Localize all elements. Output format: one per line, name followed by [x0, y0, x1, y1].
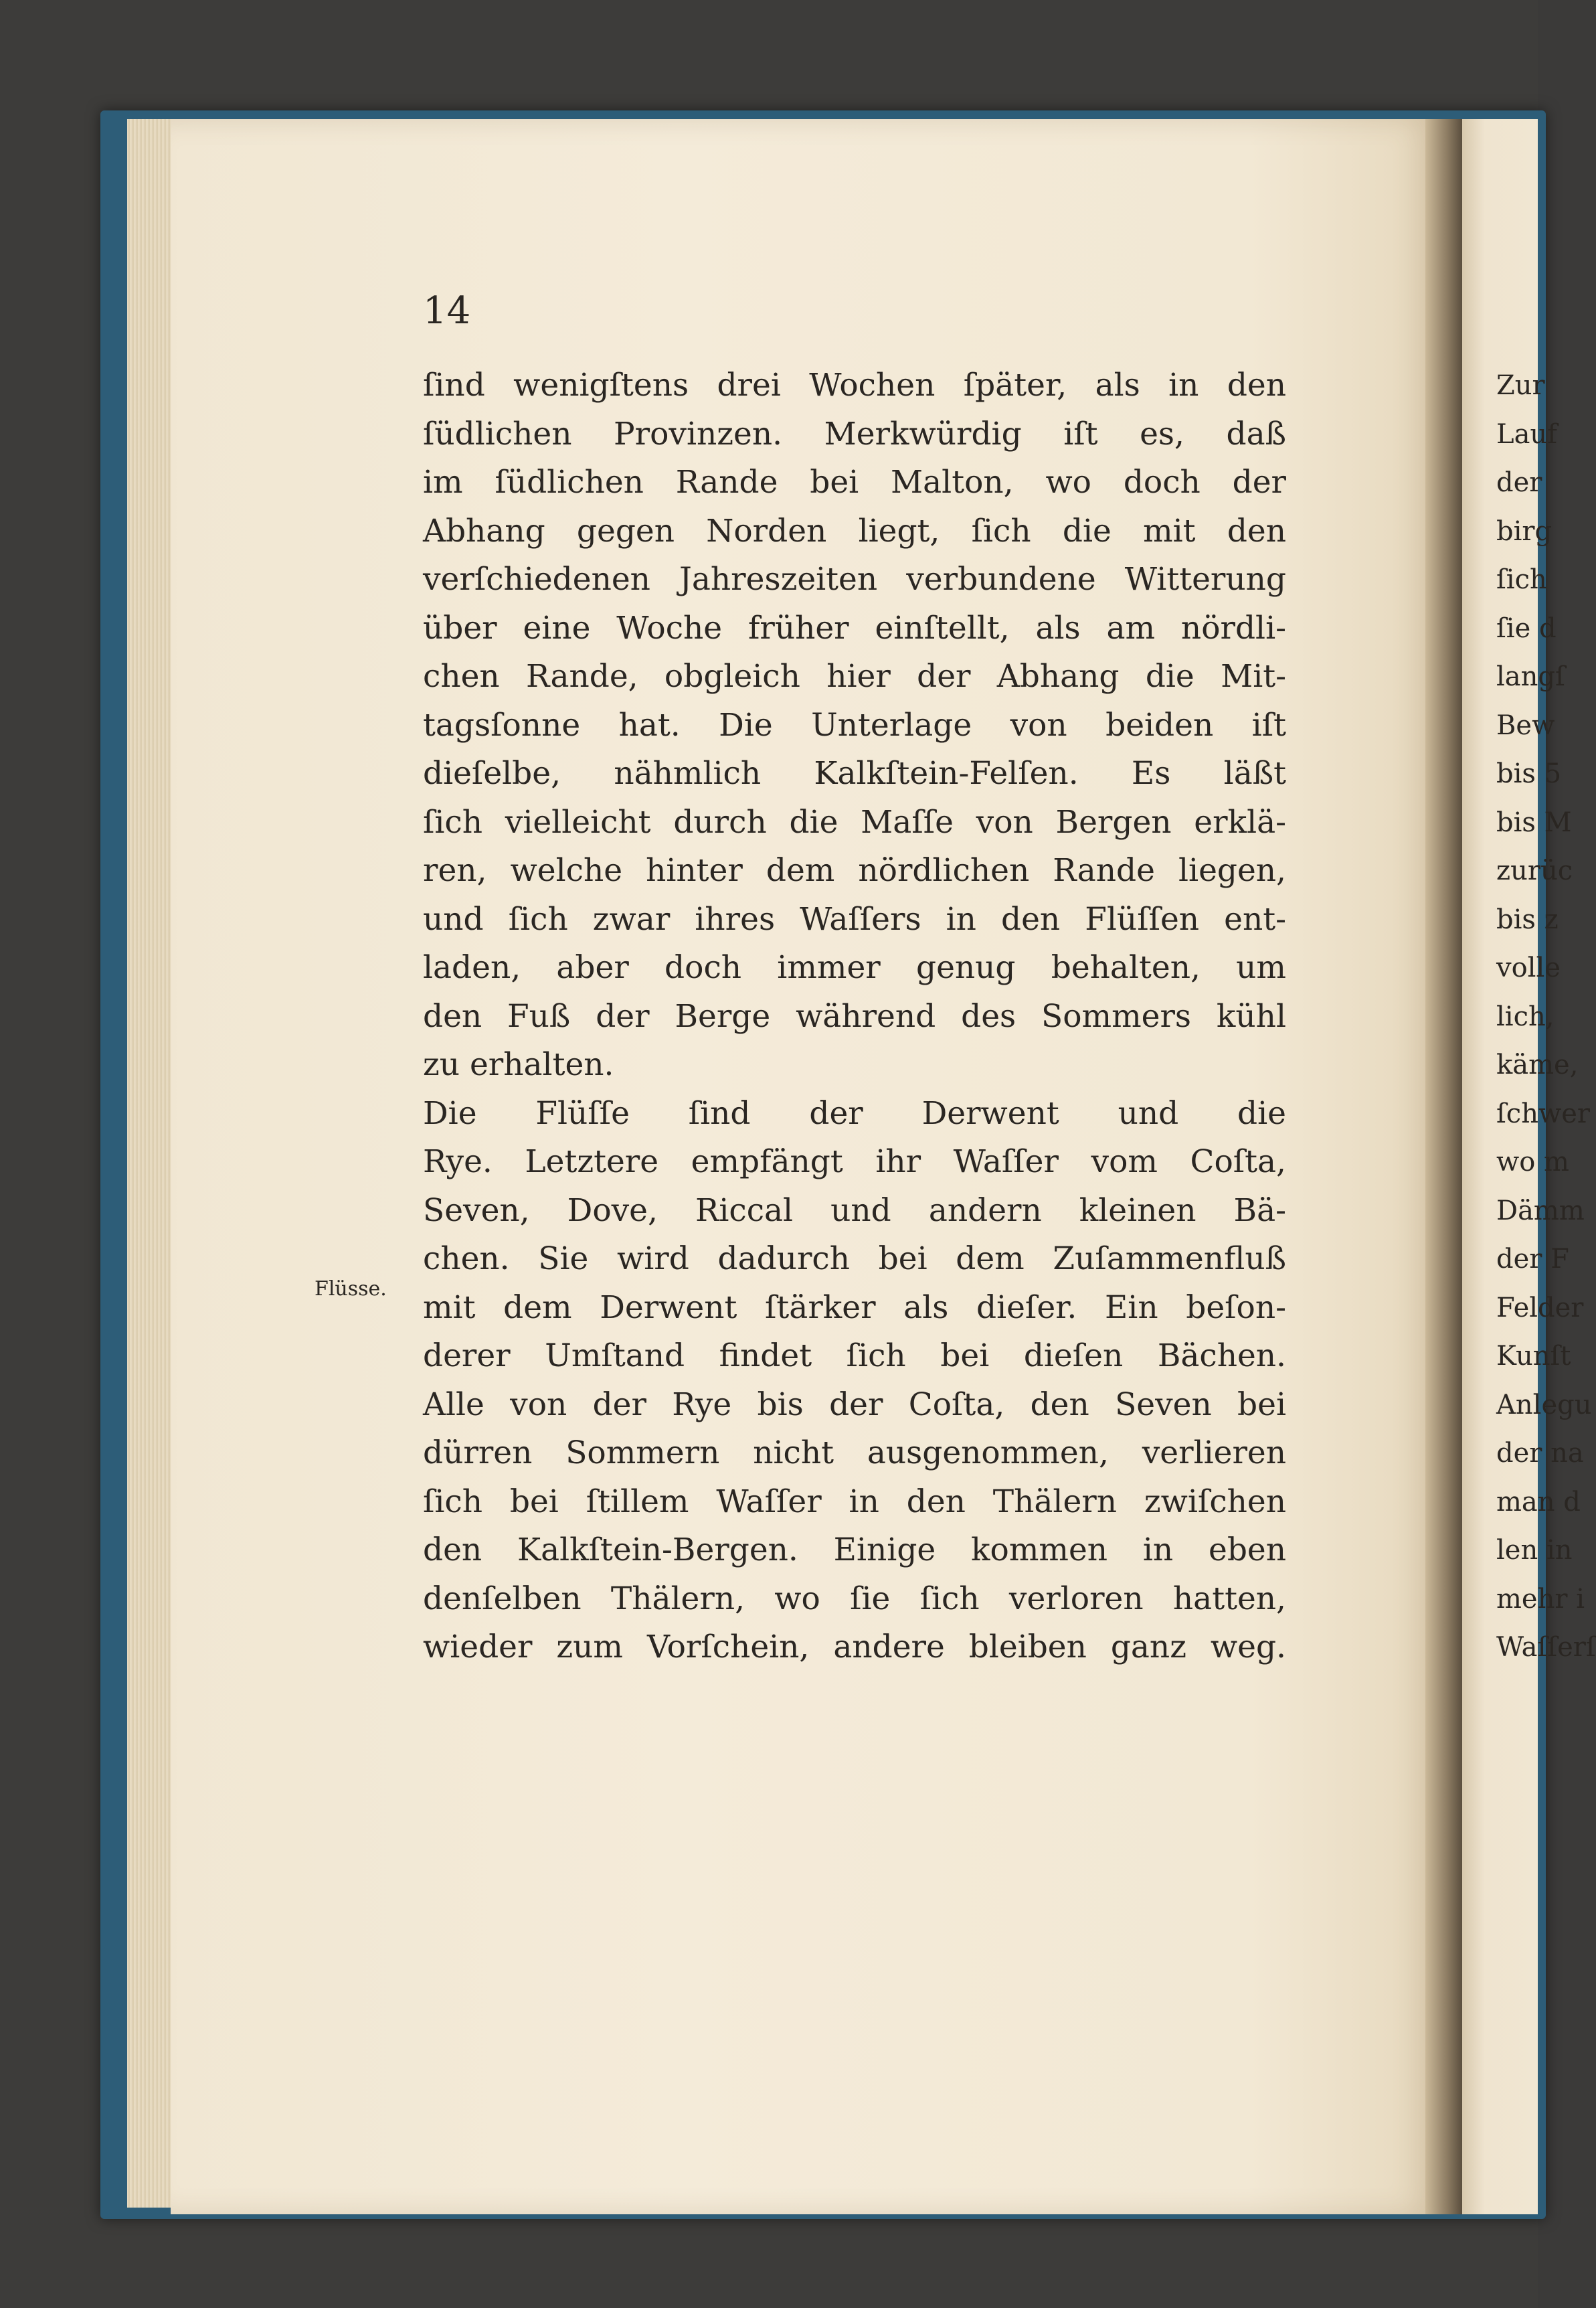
facing-fragment: langſ — [1496, 661, 1565, 692]
facing-fragment: volle — [1496, 953, 1561, 983]
facing-fragment: ſie d — [1496, 612, 1557, 644]
facing-fragment: bis z — [1496, 904, 1559, 935]
text-line: Rye. Letztere empfängt ihr Waſſer vom Coſta, — [423, 1143, 1286, 1180]
facing-fragment: man d — [1496, 1486, 1581, 1517]
text-line: ſüdlichen Provinzen. Merkwürdig iſt es, daß — [423, 415, 1286, 452]
facing-fragment: wo m — [1496, 1147, 1569, 1177]
body-text — [423, 361, 1286, 1672]
text-line: chen Rande, obgleich hier der Abhang die Mit- — [423, 658, 1286, 695]
text-line: dieſelbe, nähmlich Kalkſtein-Felſen. Es läßt — [423, 755, 1286, 792]
facing-page-text — [1496, 361, 1596, 1672]
facing-fragment: ſchwer — [1496, 1098, 1590, 1129]
text-line: den Kalkſtein-Bergen. Einige kommen in eben — [423, 1532, 1286, 1568]
facing-fragment: Bew — [1496, 710, 1555, 741]
text-line: Alle von der Rye bis der Coſta, den Seven bei — [423, 1386, 1286, 1423]
facing-fragment: bis 5 — [1496, 758, 1562, 789]
text-line: ſich vielleicht durch die Maſſe von Bergen erklä- — [423, 803, 1286, 841]
text-line: zu erhalten. — [423, 1046, 614, 1083]
text-line: dürren Sommern nicht ausgenommen, verlieren — [423, 1434, 1286, 1471]
text-line: Abhang gegen Norden liegt, ſich die mit den — [423, 512, 1286, 550]
facing-fragment: der na — [1496, 1438, 1584, 1469]
facing-fragment: der F — [1496, 1244, 1569, 1274]
facing-fragment: Lauf — [1496, 418, 1557, 450]
facing-fragment: birg — [1496, 515, 1553, 547]
facing-fragment: lich, — [1496, 1001, 1555, 1032]
text-line: chen. Sie wird dadurch bei dem Zuſammenfluß — [423, 1240, 1286, 1277]
facing-fragment: Kunſt — [1496, 1341, 1571, 1372]
facing-fragment: Zur — [1496, 370, 1545, 401]
facing-fragment: Dämm — [1496, 1195, 1585, 1226]
text-line: über eine Woche früher einſtellt, als am nördli- — [423, 609, 1286, 647]
text-line: den Fuß der Berge während des Sommers kühl — [423, 997, 1286, 1035]
facing-fragment: käme, — [1496, 1050, 1579, 1080]
text-line: laden, aber doch immer genug behalten, um — [423, 949, 1286, 986]
facing-fragment: ſich — [1496, 564, 1547, 595]
text-line: und ſich zwar ihres Waſſers in den Flüſſen ent- — [423, 900, 1286, 938]
facing-fragment: der — [1496, 467, 1542, 498]
facing-fragment: Anlegu — [1496, 1389, 1592, 1420]
text-line: im ſüdlichen Rande bei Malton, wo doch der — [423, 464, 1286, 501]
facing-fragment: mehr i — [1496, 1583, 1585, 1615]
text-line: Die Flüſſe ſind der Derwent und die — [423, 1094, 1286, 1132]
text-line: tagsſonne hat. Die Unterlage von beiden iſt — [423, 706, 1286, 744]
page-number: 14 — [423, 289, 471, 333]
facing-fragment: Felder — [1496, 1292, 1584, 1323]
text-line: derer Umſtand findet ſich bei dieſen Bächen. — [423, 1337, 1286, 1374]
text-line: Seven, Dove, Riccal und andern kleinen Bä- — [423, 1191, 1286, 1229]
text-line: mit dem Derwent ſtärker als dieſer. Ein beſon- — [423, 1289, 1286, 1326]
marginal-note: Flüsse. — [315, 1277, 387, 1301]
text-line: ſind wenigſtens drei Wochen ſpäter, als in den — [423, 367, 1286, 404]
facing-fragment: zurüc — [1496, 855, 1573, 886]
text-line: wieder zum Vorſchein, andere bleiben ganz weg. — [423, 1629, 1286, 1665]
book-gutter — [1425, 119, 1462, 2214]
text-line: ren, welche hinter dem nördlichen Rande liegen, — [423, 852, 1286, 889]
text-line: ſich bei ſtillem Waſſer in den Thälern zwiſchen — [423, 1483, 1286, 1520]
text-line: verſchiedenen Jahreszeiten verbundene Witterung — [423, 561, 1286, 598]
facing-fragment: Waſſerſ — [1496, 1632, 1596, 1663]
text-line: denſelben Thälern, wo ſie ſich verloren hatten, — [423, 1580, 1286, 1617]
facing-fragment: bis M — [1496, 807, 1572, 838]
facing-fragment: len in — [1496, 1535, 1573, 1566]
